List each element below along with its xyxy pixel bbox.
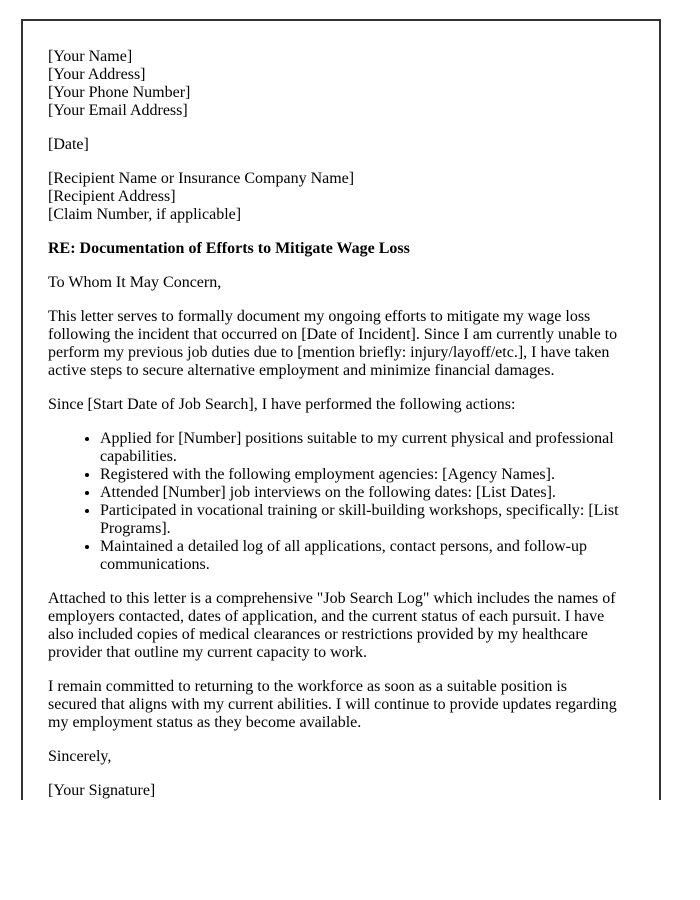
- sender-block: [48, 48, 619, 120]
- sender-email-line: [Your Email Address]: [48, 102, 188, 119]
- letter-content: [23, 21, 659, 800]
- signature-placeholder: [Your Signature]: [48, 782, 156, 799]
- recipient-block: [48, 170, 619, 224]
- list-item-maintained: • Maintained a detailed log of all applications, contact persons, and follow-up communications.: [100, 538, 619, 574]
- list-item-registered: • Registered with the following employment agencies: [Agency Names].: [100, 466, 619, 484]
- subject-line: RE: Documentation of Efforts to Mitigate Wage Loss: [48, 240, 410, 257]
- list-item-applied: • Applied for [Number] positions suitable to my current physical and professional capabilities.: [100, 430, 619, 466]
- sender-phone-line: [Your Phone Number]: [48, 84, 191, 101]
- paragraph-attachments: Attached to this letter is a comprehensive "Job Search Log" which includes the names of employers contacted, dates of application, and the current status of each pursuit. I have also included copies of medical clearances or restrictions provided by my healthcare provider that outline my current capacity to work.: [48, 590, 616, 661]
- list-item-participated: • Participated in vocational training or skill-building workshops, specifically: [List Programs].: [100, 502, 619, 538]
- letter-frame: [21, 19, 661, 800]
- salutation: To Whom It May Concern,: [48, 274, 222, 291]
- paragraph-commitment: I remain committed to returning to the workforce as soon as a suitable position is secured that aligns with my current abilities. I will continue to provide updates regarding my employment status as they become available.: [48, 678, 617, 731]
- paragraph-actions-lead: Since [Start Date of Job Search], I have performed the following actions:: [48, 396, 516, 413]
- paragraph-intro: This letter serves to formally document my ongoing efforts to mitigate my wage loss following the incident that occurred on [Date of Incident]. Since I am currently unable to perform my previous job duties due to [mention briefly: injury/layoff/etc.], I have taken active steps to secure alternative employment and minimize financial damages.: [48, 308, 618, 379]
- claim-number-line: [Claim Number, if applicable]: [48, 206, 242, 223]
- sender-name-line: [Your Name]: [48, 48, 133, 65]
- recipient-name-line: [Recipient Name or Insurance Company Name]: [48, 170, 355, 187]
- list-item-attended: • Attended [Number] job interviews on the following dates: [List Dates].: [100, 484, 619, 502]
- date-line: [Date]: [48, 136, 89, 153]
- actions-list: [48, 430, 619, 574]
- closing: Sincerely,: [48, 748, 112, 765]
- sender-address-line: [Your Address]: [48, 66, 146, 83]
- recipient-address-line: [Recipient Address]: [48, 188, 176, 205]
